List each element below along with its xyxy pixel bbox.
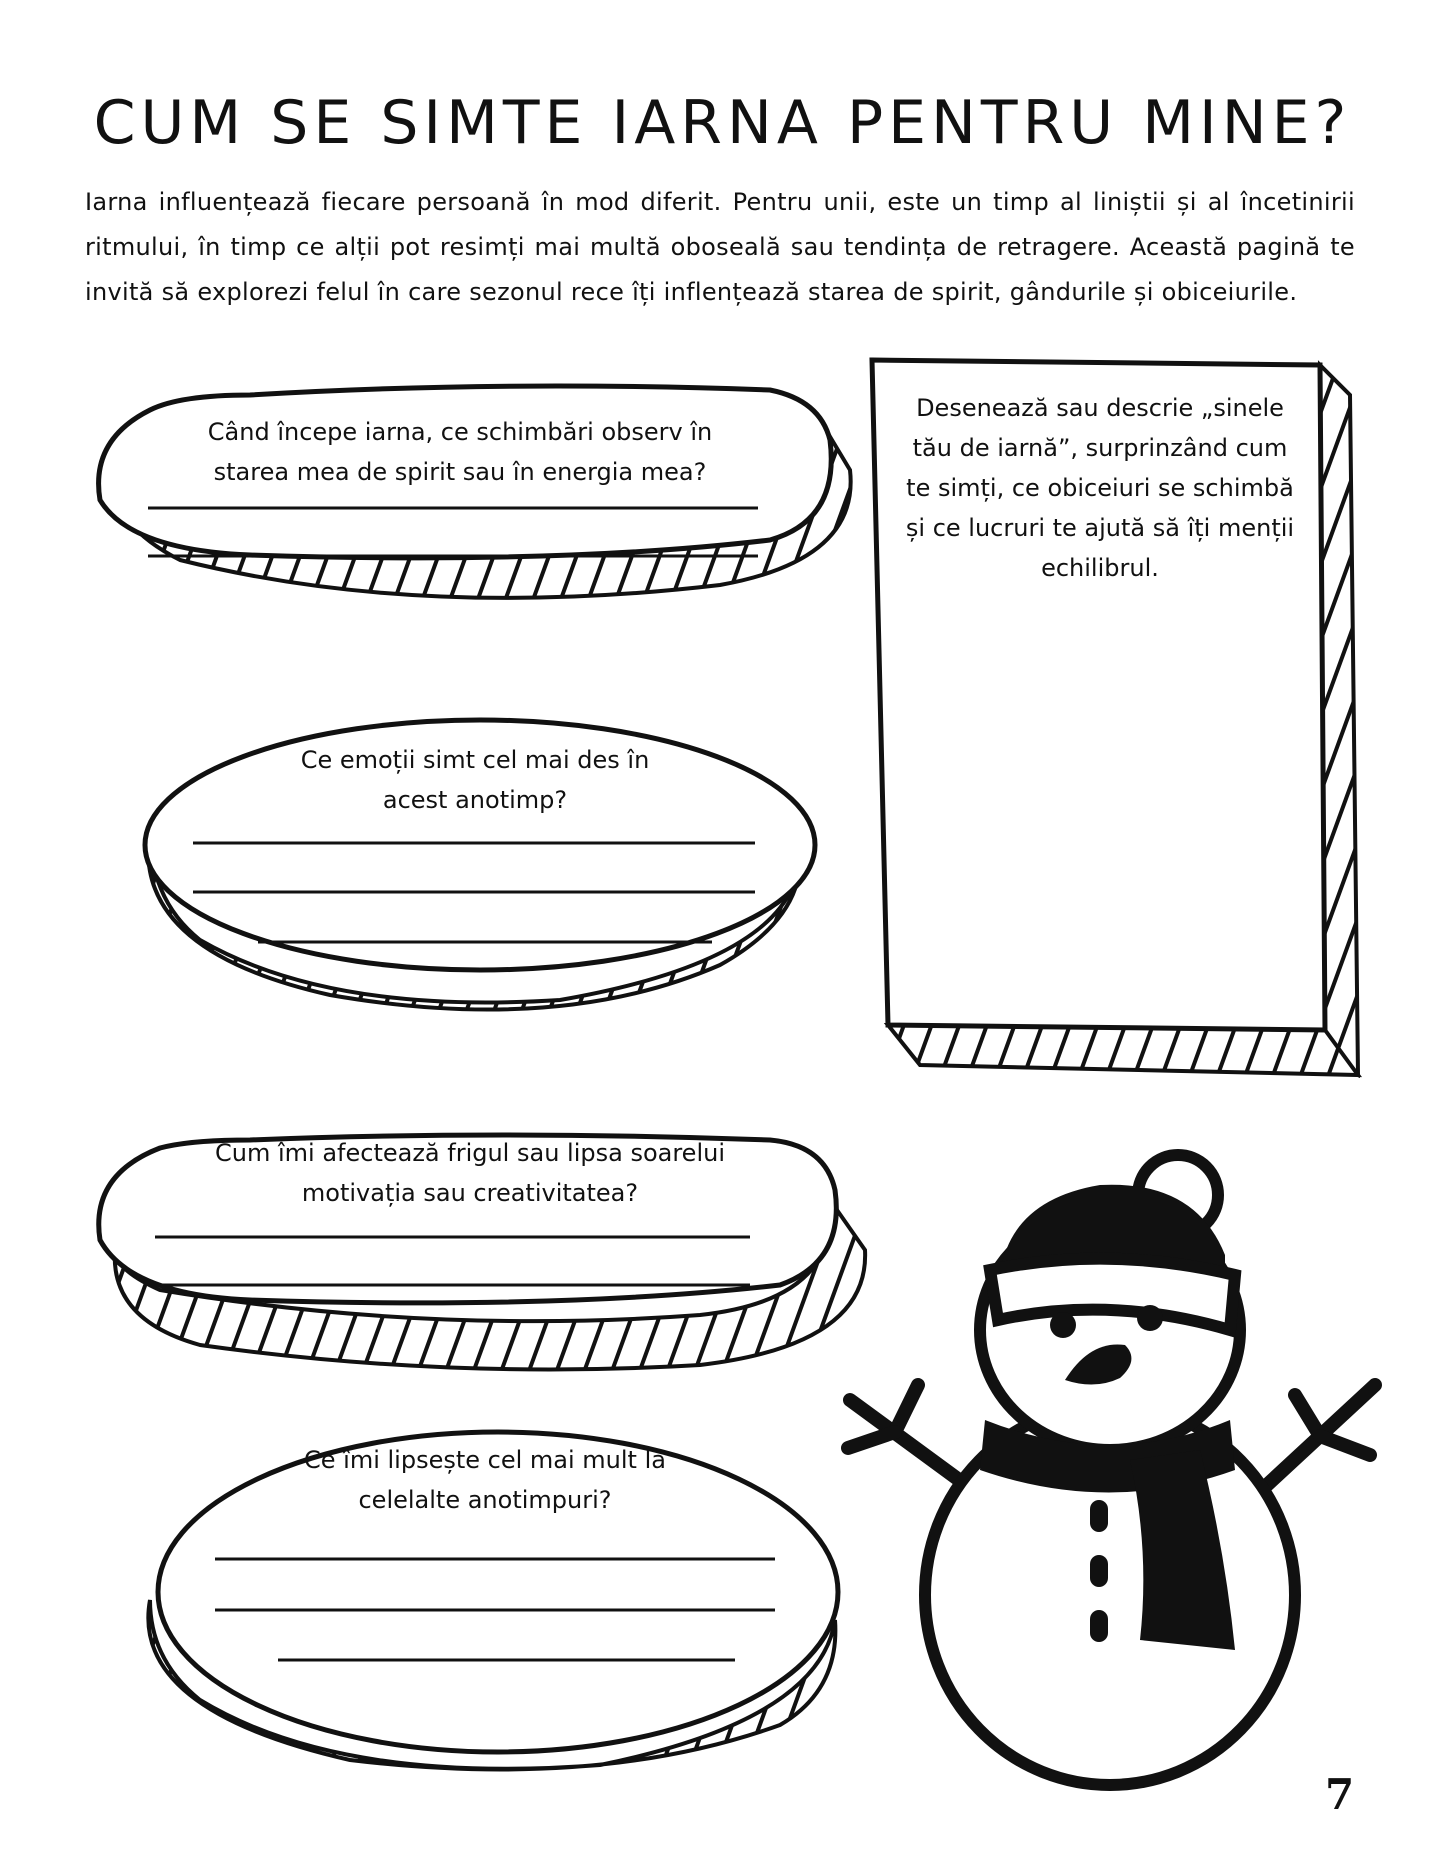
drawing-box-prompt: Desenează sau descrie „sinele tău de iarnă”, surprinzând cum te simți, ce obiceiuri se schimbă și ce lucruri te ajută să îți menții echilibrul. (905, 394, 1295, 582)
page-number: 7 (1325, 1770, 1355, 1819)
intro-paragraph: Iarna influențează fiecare persoană în mod diferit. Pentru unii, este un timp al liniștii și al încetinirii ritmului, în timp ce alții pot resimți mai multă oboseală sau tendința de retragere. Această pagină te invită să explorezi felul în care sezonul rece îți inflențează starea de spirit, gândurile și obiceiurile. (85, 188, 1355, 306)
page-title: CUM SE SIMTE IARNA PENTRU MINE? (93, 88, 1352, 158)
prompt-3: Cum îmi afectează frigul sau lipsa soarelui motivația sau creativitatea? (215, 1139, 725, 1207)
prompt-4: Ce îmi lipsește cel mai mult la celelalte anotimpuri? (304, 1446, 666, 1514)
prompt-2: Ce emoții simt cel mai des în acest anotimp? (300, 746, 650, 814)
snowman-icon (848, 1155, 1375, 1785)
prompt-1: Când începe iarna, ce schimbări observ în starea mea de spirit sau în energia mea? (207, 418, 713, 486)
